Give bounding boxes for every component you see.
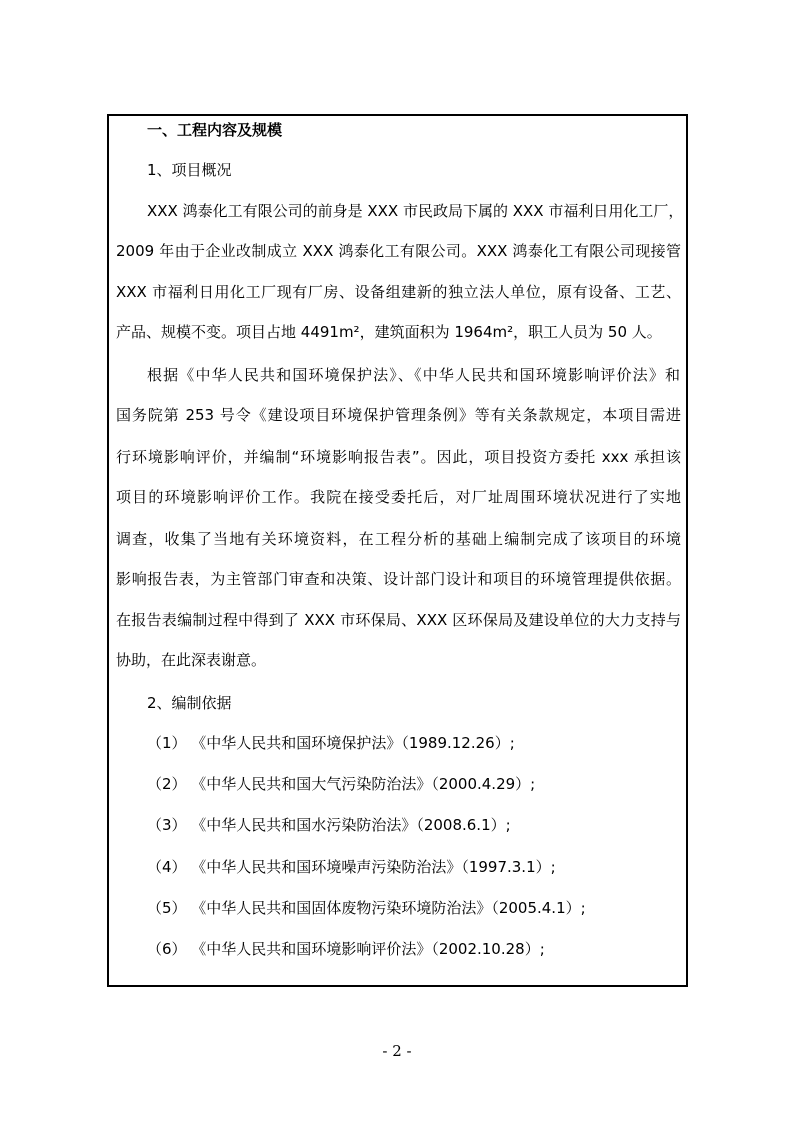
section-heading: 一、工程内容及规模 bbox=[147, 121, 283, 139]
para2-line-2: 国务院第 253 号令《建设项目环境保护管理条例》等有关条款规定，本项目需进 bbox=[116, 406, 681, 424]
para1-line-4: 产品、规模不变。项目占地 4491m²，建筑面积为 1964m²，职工人员为 50 人。 bbox=[116, 323, 662, 341]
para2-line-1: 根据《中华人民共和国环境保护法》、《中华人民共和国环境影响评价法》和 bbox=[147, 366, 680, 384]
para2-line-6: 影响报告表，为主管部门审查和决策、设计部门设计和项目的环境管理提供依据。 bbox=[116, 570, 681, 588]
para2-line-5: 调查，收集了当地有关环境资料，在工程分析的基础上编制完成了该项目的环境 bbox=[116, 530, 681, 548]
para2-line-8: 协助，在此深表谢意。 bbox=[116, 651, 267, 669]
para2-line-3: 行环境影响评价，并编制“环境影响报告表”。因此，项目投资方委托 xxx 承担该 bbox=[116, 448, 681, 466]
para2-line-4: 项目的环境影响评价工作。我院在接受委托后，对厂址周围环境状况进行了实地 bbox=[116, 488, 681, 506]
para1-line-2: 2009 年由于企业改制成立 XXX 鸿泰化工有限公司。XXX 鸿泰化工有限公司现接管 bbox=[116, 242, 681, 260]
basis-item-4: （4） 《中华人民共和国环境噪声污染防治法》（1997.3.1）; bbox=[147, 858, 556, 876]
subsection-title-overview: 1、项目概况 bbox=[147, 161, 232, 179]
basis-item-6: （6） 《中华人民共和国环境影响评价法》（2002.10.28）; bbox=[147, 940, 545, 958]
basis-item-1: （1） 《中华人民共和国环境保护法》（1989.12.26）; bbox=[147, 734, 515, 752]
page-number: - 2 - bbox=[382, 1042, 412, 1060]
basis-item-3: （3） 《中华人民共和国水污染防治法》（2008.6.1）; bbox=[147, 816, 511, 834]
para1-line-1: XXX 鸿泰化工有限公司的前身是 XXX 市民政局下属的 XXX 市福利日用化工厂， bbox=[147, 202, 684, 220]
para1-line-3: XXX 市福利日用化工厂现有厂房、设备组建新的独立法人单位，原有设备、工艺、 bbox=[116, 283, 681, 301]
basis-item-2: （2） 《中华人民共和国大气污染防治法》（2000.4.29）; bbox=[147, 775, 536, 793]
basis-item-5: （5） 《中华人民共和国固体废物污染环境防治法》（2005.4.1）; bbox=[147, 899, 586, 917]
para2-line-7: 在报告表编制过程中得到了 XXX 市环保局、XXX 区环保局及建设单位的大力支持与 bbox=[116, 611, 681, 629]
subsection-title-basis: 2、编制依据 bbox=[147, 694, 232, 712]
